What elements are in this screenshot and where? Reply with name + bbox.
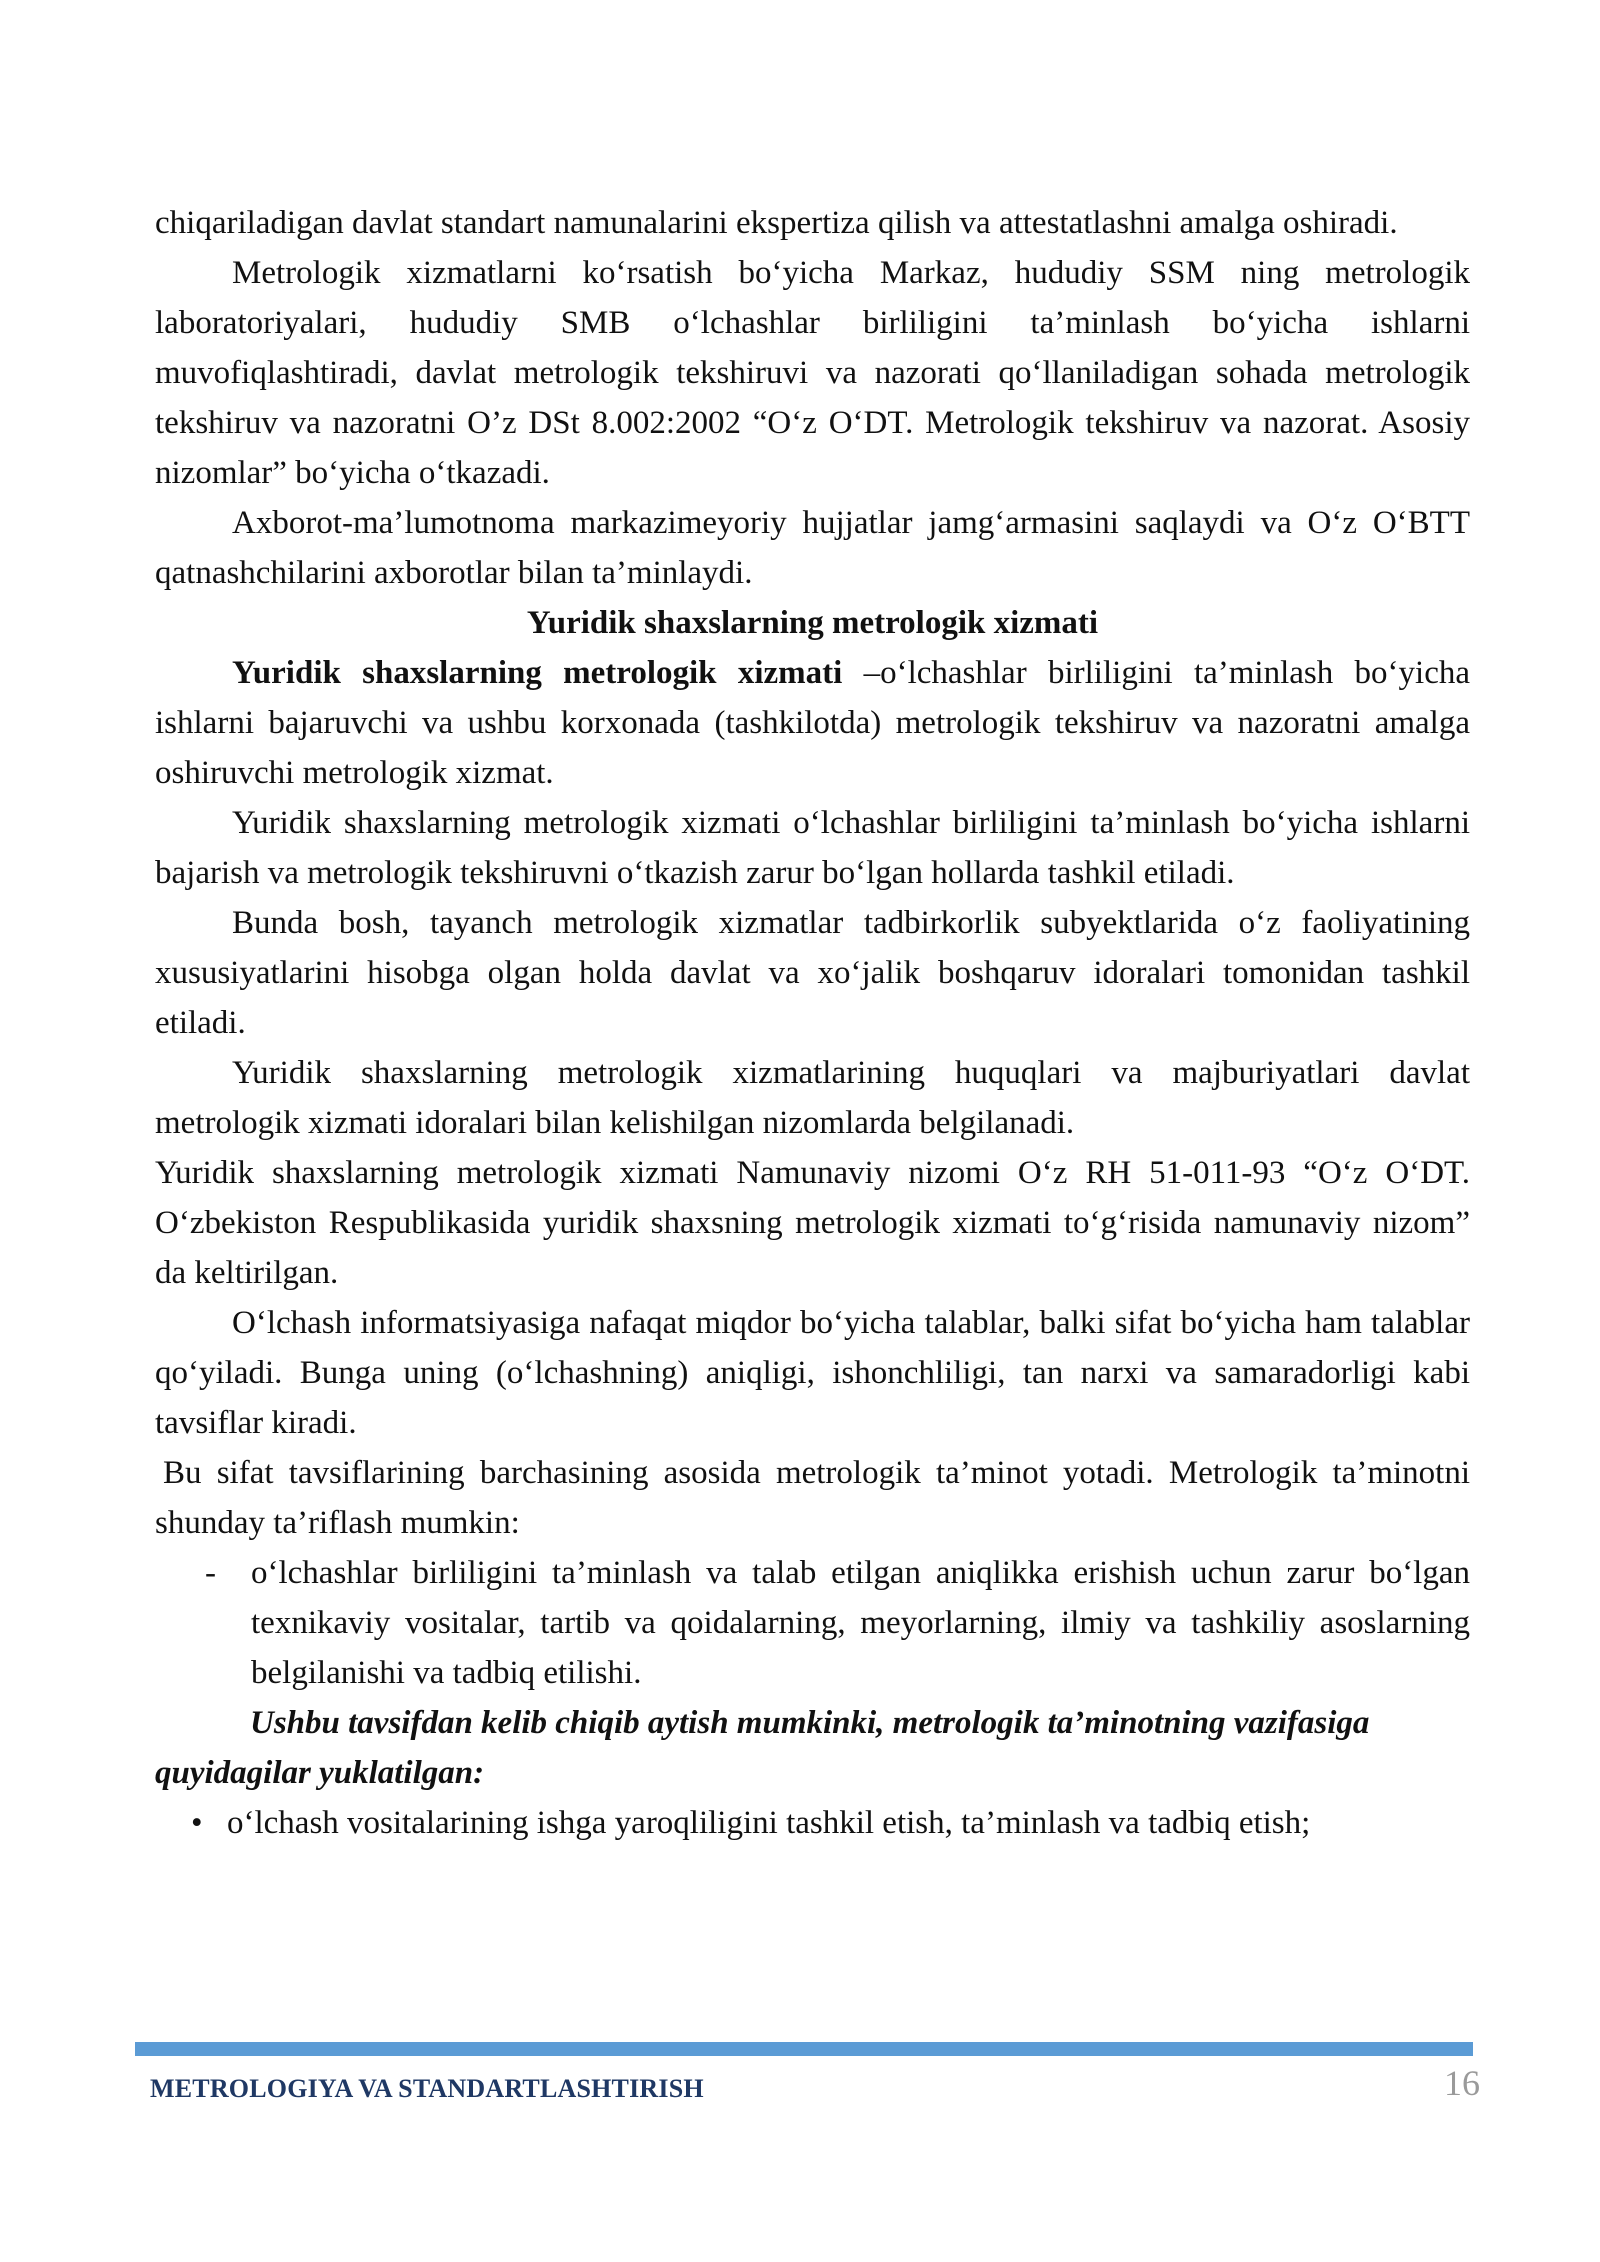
footer-divider [135,2042,1473,2056]
list-item-text: o‘lchash vositalarining ishga yaroqliligini tashkil etish, ta’minlash va tadbiq etish; [227,1805,1311,1841]
paragraph-measurement-info: O‘lchash informatsiyasiga nafaqat miqdor bo‘yicha talablar, balki sifat bo‘yicha ham talablar qo‘yiladi. Bunga uning (o‘lchashning) aniqligi, ishonchliligi, tan narxi va samaradorligi kabi tavsiflar kiradi. [155,1305,1470,1441]
list-item [205,1548,1470,1698]
page-number: 16 [1444,2063,1480,2103]
paragraph-definition [155,648,1470,798]
page-body [155,198,1470,1848]
paragraph-model-regulation: Yuridik shaxslarning metrologik xizmati Namunaviy nizomi O‘z RH 51-011-93 “O‘z O‘DT. O‘zbekiston Respublikasida yuridik shaxsning metrologik xizmati to‘g‘risida namunaviy nizom” da keltirilgan. [155,1155,1470,1291]
list-item-text: o‘lchashlar birliligini ta’minlash va talab etilgan aniqlikka erishish uchun zarur bo‘lgan texnikaviy vositalar, tartib va qoidalarning, meyorlarning, ilmiy va tashkiliy asoslarning belgilanishi va tadbiq etilishi. [251,1555,1470,1691]
footer-title: METROLOGIYA VA STANDARTLASHTIRISH [150,2074,704,2103]
paragraph-tasks-intro: Ushbu tavsifdan kelib chiqib aytish mumkinki, metrologik ta’minotning vazifasiga quyidagilar yuklatilgan: [155,1705,1370,1791]
list-item [191,1798,1470,1848]
paragraph-rights: Yuridik shaxslarning metrologik xizmatlarining huquqlari va majburiyatlari davlat metrologik xizmati idoralari bilan kelishilgan nizomlarda belgilanadi. [155,1055,1470,1141]
dash-marker: - [205,1555,216,1591]
definition-term: Yuridik shaxslarning metrologik xizmati [232,655,843,691]
paragraph-organization: Yuridik shaxslarning metrologik xizmati o‘lchashlar birliligini ta’minlash bo‘yicha ishlarni bajarish va metrologik tekshiruvni o‘tkazish zarur bo‘lgan hollarda tashkil etiladi. [155,805,1470,891]
definition-text: –o‘lchashlar birliligini ta’minlash bo‘yicha ishlarni bajaruvchi va ushbu korxonada (tashkilotda) metrologik tekshiruv va nazoratni amalga oshiruvchi metrologik xizmat. [155,655,1470,791]
paragraph-metrology-center: Metrologik xizmatlarni ko‘rsatish bo‘yicha Markaz, hududiy SSM ning metrologik laboratoriyalari, hududiy SMB o‘lchashlar birliligini ta’minlash bo‘yicha ishlarni muvofiqlashtiradi, davlat metrologik tekshiruvi va nazorati qo‘llaniladigan sohada metrologik tekshiruv va nazoratni O’z DSt 8.002:2002 “O‘z O‘DT. Metrologik tekshiruv va nazorat. Asosiy nizomlar” bo‘yicha o‘tkazadi. [155,255,1470,491]
paragraph-information-center: Axborot-ma’lumotnoma markazimeyoriy hujjatlar jamg‘armasini saqlaydi va O‘z O‘BTT qatnashchilarini axborotlar bilan ta’minlaydi. [155,505,1470,591]
paragraph-quality: Bu sifat tavsiflarining barchasining asosida metrologik ta’minot yotadi. Metrologik ta’minotni shunday ta’riflash mumkin: [155,1455,1470,1541]
paragraph-continuation: chiqariladigan davlat standart namunalarini ekspertiza qilish va attestatlashni amalga oshiradi. [155,205,1398,241]
section-heading: Yuridik shaxslarning metrologik xizmati [526,605,1099,641]
bullet-marker: • [191,1805,203,1841]
paragraph-head-services: Bunda bosh, tayanch metrologik xizmatlar tadbirkorlik subyektlarida o‘z faoliyatining xususiyatlarini hisobga olgan holda davlat va xo‘jalik boshqaruv idoralari tomonidan tashkil etiladi. [155,905,1470,1041]
